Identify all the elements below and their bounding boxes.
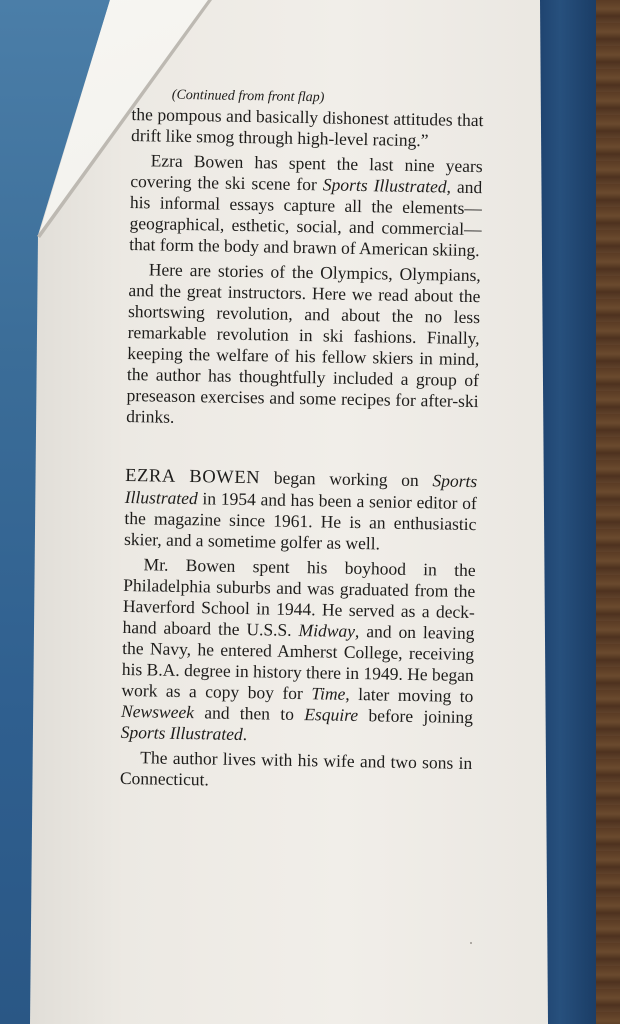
paper-speck [470,942,472,944]
text-run: Mr. Bowen spent his boyhood in the Philadelphia suburbs and was graduated from the Haverford School in 1944. He served as a deck-hand aboard the U.S.S. [122,554,476,640]
magazine-title: Esquire [304,704,359,726]
text-run: , and on leaving the Navy, he entered Amherst College, receiving his B.A. degree in history there in 1949. He began work as a copy boy for [121,620,475,704]
author-name: EZRA BOWEN [125,465,261,489]
author-bio-paragraph-2 [121,554,476,749]
text-run: , later moving to [345,683,474,707]
text-run: Ezra Bowen has spent the last nine years covering the ski scene for [130,150,483,195]
ship-name: Midway [298,619,356,641]
text-run: . [242,724,248,745]
quote-ending: the pompous and basically dishonest attitudes that drift like smog through high-level racing.” [130,103,484,151]
magazine-title: Sports Illustrated [124,470,478,509]
text-run: began working on [260,467,433,491]
wooden-table-edge [596,0,620,1024]
magazine-title: Sports Illustrated [120,721,243,745]
text-run: before joining [357,705,474,728]
text-run: in 1954 and has been a senior editor of the magazine since 1961. He is an enthusiastic skier, and a sometime golfer as well. [123,488,477,554]
author-bio-paragraph-3: The author lives with his wife and two sons in Connecticut. [119,747,473,790]
description-paragraph-1 [129,150,483,261]
continued-note: (Continued from front flap) [171,87,325,106]
flap-text [120,86,484,795]
text-run: , and his informal essays capture all the elements—geographical, esthetic, social, and commercial—that form the body and brawn of American skiing. [129,176,483,261]
author-bio-paragraph-1 [124,465,477,556]
text-run: and then to [193,702,305,725]
magazine-title: Sports Illustrated [322,174,447,197]
magazine-title: Time [311,683,346,704]
description-paragraph-2: Here are stories of the Olympics, Olympians, and the great instructors. Here we read about the shortswing revolution, and about the no less remarkable revolution in ski fashions. Finally, keeping the welfare of his fellow skiers in mind, the author has thoughtfully included a group of preseason exercises and some recipes for after-ski drinks. [126,259,481,427]
magazine-title: Newsweek [120,700,195,723]
